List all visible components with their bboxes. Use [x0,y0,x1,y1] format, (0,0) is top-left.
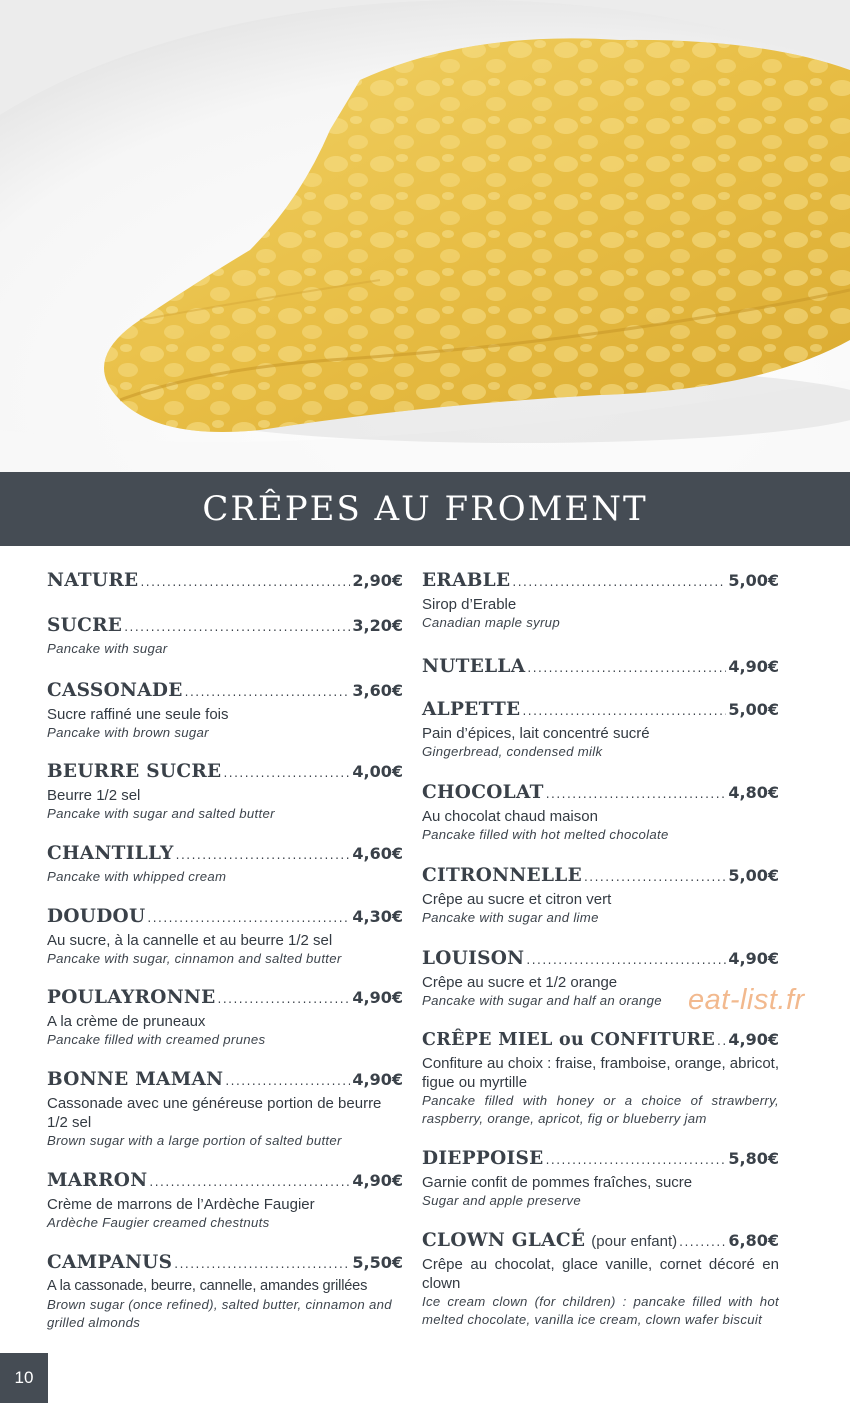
menu-item [422,1027,779,1128]
menu-item [47,759,403,823]
dot-leader [147,905,350,931]
dot-leader [140,569,350,595]
menu-item [422,568,779,632]
item-french: Crêpe au sucre et 1/2 orange [422,974,618,991]
menu-item [422,780,779,844]
item-french: Garnie confit de pommes fraîches, sucre [422,1174,693,1191]
item-english: Pancake with sugar [47,641,168,656]
item-english: Canadian maple syrup [422,615,560,630]
title-banner [0,472,850,546]
dot-leader [512,569,726,595]
item-name: BONNE MAMAN [47,1069,224,1090]
item-price: 2,90€ [352,571,403,590]
item-name: CHOCOLAT [422,782,544,803]
item-name: NATURE [47,570,139,591]
item-french: Sucre raffiné une seule fois [47,706,229,723]
watermark: eat-list.fr [688,984,805,1016]
item-english: Brown sugar (once refined), salted butter, cinnamon and grilled almonds [47,1297,392,1330]
item-name: NUTELLA [422,656,526,677]
dot-leader [218,986,351,1012]
page-title: CRÊPES AU FROMENT [202,489,648,529]
item-french: Cassonade avec une généreuse portion de beurre 1/2 sel [47,1095,382,1131]
menu-item [47,1067,403,1150]
item-french: Sirop d’Erable [422,596,517,613]
item-price: 4,90€ [728,1030,779,1049]
item-price: 5,00€ [728,700,779,719]
dot-leader [546,781,727,807]
dot-leader [149,1169,350,1195]
item-english: Pancake filled with hot melted chocolate [422,827,669,842]
item-name: DOUDOU [47,906,146,927]
menu-item [47,1168,403,1232]
item-price: 4,90€ [728,657,779,676]
item-name: MARRON [47,1170,148,1191]
crepe-illustration [0,0,850,472]
dot-leader [223,760,350,786]
menu-item [47,985,403,1049]
menu-item [47,1250,403,1332]
dot-leader [522,698,726,724]
item-french: Crème de marrons de l’Ardèche Faugier [47,1196,315,1213]
menu-item [47,613,403,658]
item-name: ERABLE [422,570,511,591]
item-name: LOUISON [422,948,525,969]
dot-leader [584,864,726,890]
item-english: Ardèche Faugier creamed chestnuts [47,1215,270,1230]
item-price: 5,80€ [728,1149,779,1168]
dot-leader [174,1251,350,1277]
item-price: 3,60€ [352,681,403,700]
dot-leader [225,1068,350,1094]
item-english: Pancake with sugar and half an orange [422,993,662,1008]
menu-item [422,697,779,761]
item-english: Ice cream clown (for children) : pancake filled with hot melted chocolate, vanilla ice cream, clown wafer biscuit [422,1294,779,1327]
item-english: Pancake with sugar, cinnamon and salted butter [47,951,342,966]
item-name: CLOWN GLACÉ [422,1230,586,1251]
page-number: 10 [0,1353,48,1403]
menu-item [47,568,403,595]
item-english: Pancake with sugar and salted butter [47,806,275,821]
item-english: Brown sugar with a large portion of salted butter [47,1133,342,1148]
item-name: CRÊPE MIEL ou CONFITURE [422,1030,716,1050]
item-name: SUCRE [47,615,123,636]
dot-leader [185,679,351,705]
item-french: Au chocolat chaud maison [422,808,598,825]
menu-item [422,654,779,681]
item-price: 4,80€ [728,783,779,802]
dot-leader [124,614,350,640]
item-name: CAMPANUS [47,1252,173,1273]
item-name: DIEPPOISE [422,1148,544,1169]
item-french: Crêpe au chocolat, glace vanille, cornet décoré en clown [422,1256,779,1292]
item-price: 5,50€ [352,1253,403,1272]
item-price: 4,90€ [352,988,403,1007]
menu-item [47,678,403,742]
dot-leader [176,842,351,868]
dot-leader [527,655,726,681]
item-name: POULAYRONNE [47,987,216,1008]
dot-leader [546,1147,727,1173]
item-french: Au sucre, à la cannelle et au beurre 1/2 sel [47,932,333,949]
item-price: 5,00€ [728,571,779,590]
item-name: BEURRE SUCRE [47,761,222,782]
menu-item [422,863,779,927]
item-name: CHANTILLY [47,843,174,864]
item-english: Gingerbread, condensed milk [422,744,603,759]
item-french: Crêpe au sucre et citron vert [422,891,612,908]
item-french: Beurre 1/2 sel [47,787,141,804]
menu-item [47,904,403,968]
menu-item [422,1146,779,1210]
menu-column-right [422,568,779,1329]
menu-column-left [47,568,403,1332]
item-price: 4,60€ [352,844,403,863]
dot-leader [526,947,726,973]
item-price: 3,20€ [352,616,403,635]
item-english: Pancake filled with honey or a choice of strawberry, raspberry, orange, apricot, fig or blueberry jam [422,1093,779,1126]
item-french: Pain d’épices, lait concentré sucré [422,725,650,742]
hero-photo [0,0,850,472]
item-price: 4,30€ [352,907,403,926]
item-english: Pancake with whipped cream [47,869,227,884]
item-french: A la crème de pruneaux [47,1013,206,1030]
menu-item [47,841,403,886]
dot-leader [679,1229,726,1255]
item-price: 5,00€ [728,866,779,885]
menu-item [422,1228,779,1329]
item-english: Pancake with brown sugar [47,725,209,740]
item-french: Confiture au choix : fraise, framboise, orange, abricot, figue ou myrtille [422,1055,779,1091]
item-price: 4,90€ [728,949,779,968]
item-french: A la cassonade, beurre, cannelle, amandes grillées [47,1278,368,1294]
item-name: CASSONADE [47,680,183,701]
item-name: ALPETTE [422,699,521,720]
item-name: CITRONNELLE [422,865,582,886]
item-price: 6,80€ [728,1231,779,1250]
dot-leader [717,1028,726,1054]
item-english: Pancake filled with creamed prunes [47,1032,266,1047]
item-price: 4,00€ [352,762,403,781]
item-note: (pour enfant) [591,1233,678,1250]
item-price: 4,90€ [352,1171,403,1190]
item-english: Sugar and apple preserve [422,1193,581,1208]
item-price: 4,90€ [352,1070,403,1089]
item-english: Pancake with sugar and lime [422,910,599,925]
